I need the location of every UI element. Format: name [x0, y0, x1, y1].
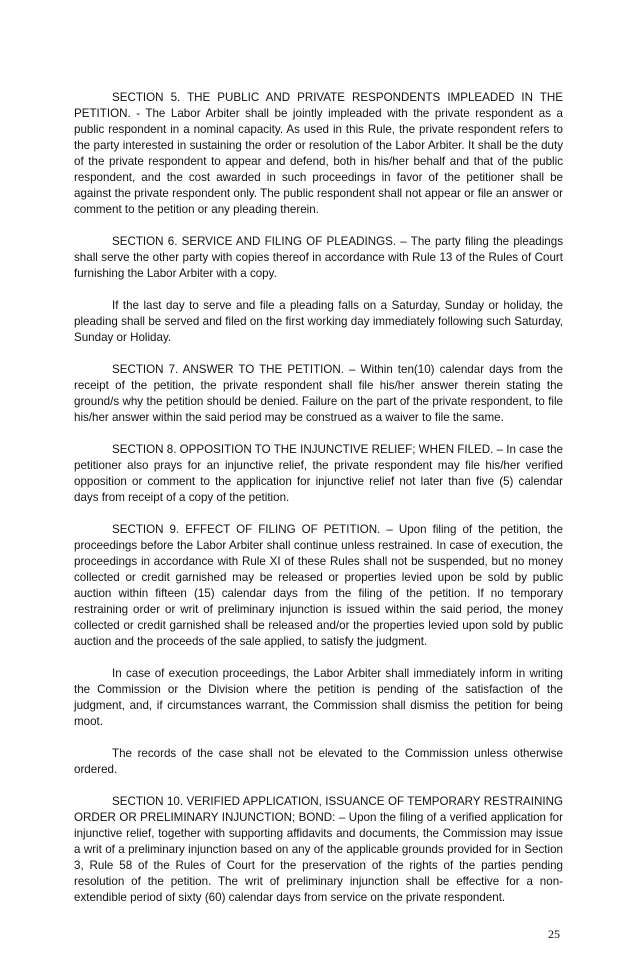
holiday-filing-paragraph: If the last day to serve and file a pleading falls on a Saturday, Sunday or holiday, the pleading shall be served and filed on the first working day immediately following such Saturday, Sunday or Holiday.	[74, 299, 563, 344]
section-10-paragraph: SECTION 10. VERIFIED APPLICATION, ISSUANCE OF TEMPORARY RESTRAINING ORDER OR PRELIMINARY INJUNCTION; BOND: – Upon the filing of a verified application for injunctive relief, together with supporting affidavits and documents, the Commission may issue a writ of a preliminary injunction based on any of the applicable grounds provided for in Section 3, Rule 58 of the Rules of Court for the preservation of the rights of the parties pending resolution of the petition. The writ of preliminary injunction shall be effective for a non-extendible period of sixty (60) calendar days from service on the private respondent.	[74, 795, 563, 904]
document-body	[74, 90, 563, 922]
section-8-paragraph: SECTION 8. OPPOSITION TO THE INJUNCTIVE RELIEF; WHEN FILED. – In case the petitioner also prays for an injunctive relief, the private respondent may file his/her verified opposition or comment to the application for injunctive relief not later than five (5) calendar days from receipt of a copy of the petition.	[74, 443, 563, 504]
section-5-paragraph: SECTION 5. THE PUBLIC AND PRIVATE RESPONDENTS IMPLEADED IN THE PETITION. - The Labor Arbiter shall be jointly impleaded with the private respondent as a public respondent in a nominal capacity. As used in this Rule, the private respondent refers to the party interested in sustaining the order or resolution of the Labor Arbiter. It shall be the duty of the private respondent to appear and defend, both in his/her behalf and that of the public respondent, and the cost awarded in such proceedings in favor of the petitioner shall be against the private respondent only. The public respondent shall not appear or file an answer or comment to the petition or any pleading therein.	[74, 91, 563, 216]
page-number: 25	[548, 927, 560, 941]
execution-proceedings-paragraph: In case of execution proceedings, the Labor Arbiter shall immediately inform in writing the Commission or the Division where the petition is pending of the satisfaction of the judgment, and, if circumstances warrant, the Commission shall dismiss the petition for being moot.	[74, 667, 563, 728]
section-9-paragraph: SECTION 9. EFFECT OF FILING OF PETITION. – Upon filing of the petition, the proceedings before the Labor Arbiter shall continue unless restrained. In case of execution, the proceedings in accordance with Rule XI of these Rules shall not be suspended, but no money collected or credit garnished may be released or properties levied upon be sold by public auction within fifteen (15) calendar days from the filing of the petition. If no temporary restraining order or writ of preliminary injunction is issued within the said period, the money collected or credit garnished shall be released and/or the properties levied upon sold by public auction and the proceeds of the sale applied, to satisfy the judgment.	[74, 523, 563, 648]
section-7-paragraph: SECTION 7. ANSWER TO THE PETITION. – Within ten(10) calendar days from the receipt of the petition, the private respondent shall file his/her answer therein stating the ground/s why the petition should be denied. Failure on the part of the private respondent, to file his/her answer within the said period may be construed as a waiver to file the same.	[74, 363, 563, 424]
records-paragraph: The records of the case shall not be elevated to the Commission unless otherwise ordered.	[74, 747, 563, 776]
section-6-paragraph: SECTION 6. SERVICE AND FILING OF PLEADINGS. – The party filing the pleadings shall serve the other party with copies thereof in accordance with Rule 13 of the Rules of Court furnishing the Labor Arbiter with a copy.	[74, 235, 563, 280]
